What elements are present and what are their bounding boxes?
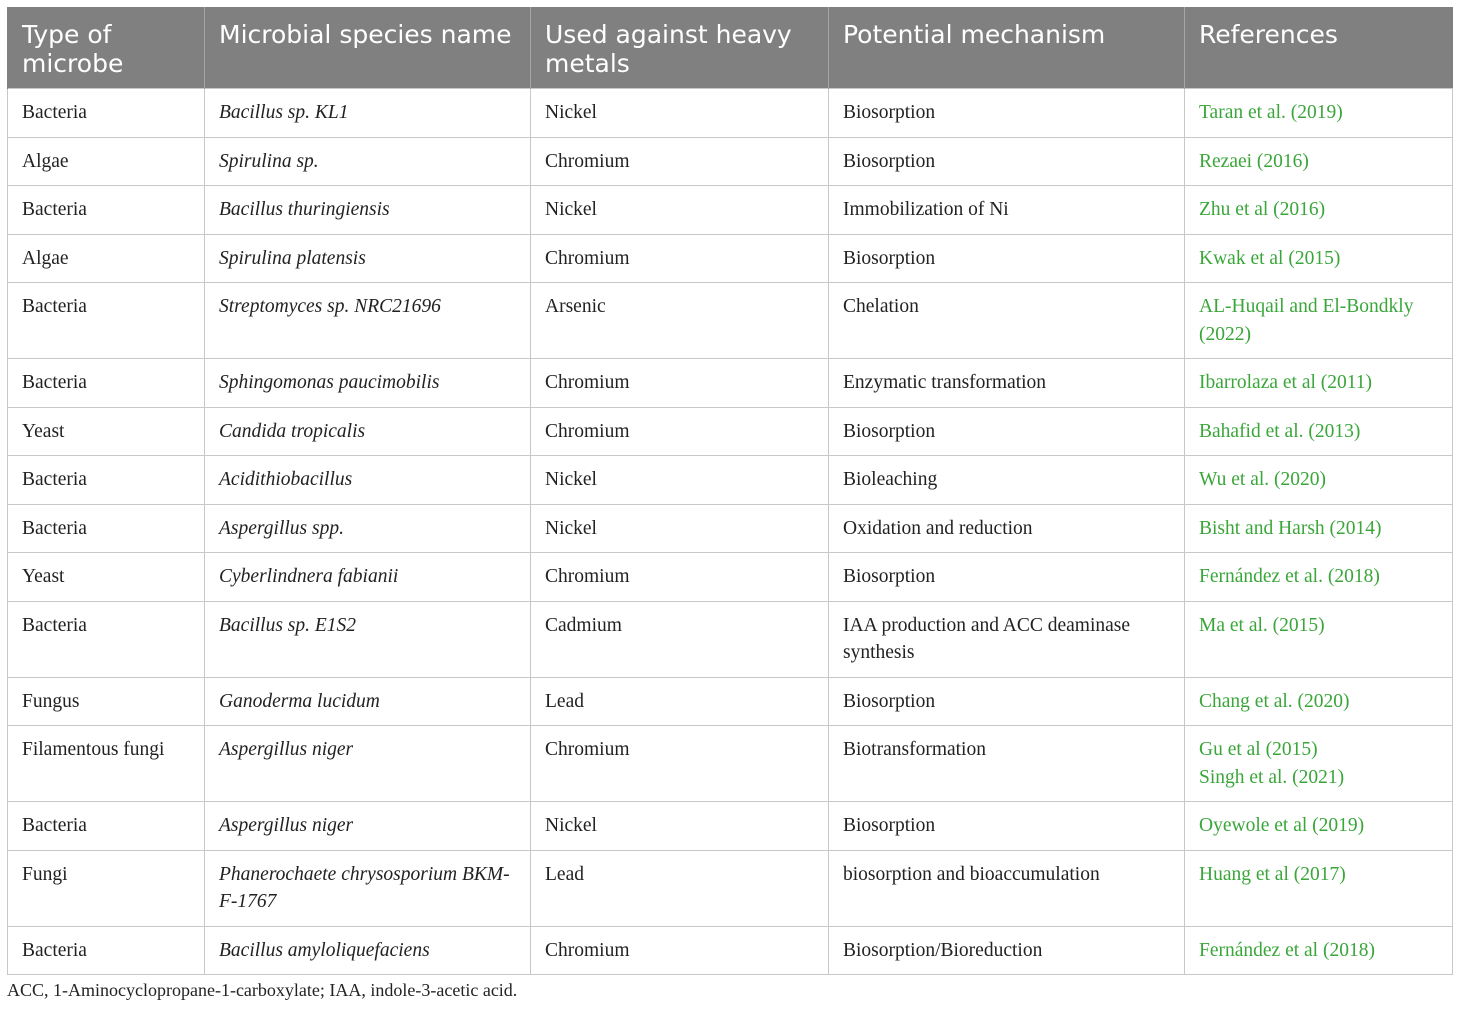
cell-references <box>1185 802 1453 851</box>
cell-type: Bacteria <box>8 456 205 505</box>
cell-references <box>1185 850 1453 926</box>
cell-species: Spirulina sp. <box>205 137 531 186</box>
header-metal: Used against heavy metals <box>531 7 829 89</box>
table-row <box>8 677 1453 726</box>
table-row <box>8 504 1453 553</box>
microbe-table-container <box>7 7 1452 975</box>
cell-species: Ganoderma lucidum <box>205 677 531 726</box>
table-row <box>8 850 1453 926</box>
cell-species: Bacillus thuringiensis <box>205 186 531 235</box>
reference-link[interactable]: Ma et al. (2015) <box>1199 614 1325 636</box>
reference-link[interactable]: Chang et al. (2020) <box>1199 690 1350 712</box>
cell-species: Streptomyces sp. NRC21696 <box>205 283 531 359</box>
cell-species: Bacillus sp. KL1 <box>205 89 531 138</box>
cell-species: Bacillus sp. E1S2 <box>205 601 531 677</box>
table-row <box>8 186 1453 235</box>
cell-type: Filamentous fungi <box>8 726 205 802</box>
reference-link[interactable]: Gu et al (2015) <box>1199 739 1318 760</box>
cell-mechanism: Biosorption <box>829 89 1185 138</box>
cell-metal: Cadmium <box>531 601 829 677</box>
table-row <box>8 137 1453 186</box>
table-row <box>8 283 1453 359</box>
cell-mechanism: IAA production and ACC deaminase synthesis <box>829 601 1185 677</box>
cell-type: Bacteria <box>8 186 205 235</box>
header-type: Type of microbe <box>8 7 205 89</box>
cell-references <box>1185 359 1453 408</box>
cell-type: Bacteria <box>8 89 205 138</box>
table-row <box>8 553 1453 602</box>
cell-metal: Chromium <box>531 926 829 975</box>
reference-link[interactable]: Kwak et al (2015) <box>1199 247 1341 269</box>
table-body <box>8 89 1453 975</box>
cell-metal: Lead <box>531 677 829 726</box>
cell-references <box>1185 283 1453 359</box>
cell-type: Bacteria <box>8 504 205 553</box>
reference-link[interactable]: Bisht and Harsh (2014) <box>1199 517 1382 539</box>
cell-metal: Chromium <box>531 137 829 186</box>
cell-type: Algae <box>8 234 205 283</box>
table-row <box>8 726 1453 802</box>
reference-link[interactable]: Fernández et al (2018) <box>1199 939 1375 961</box>
cell-species: Spirulina platensis <box>205 234 531 283</box>
cell-type: Bacteria <box>8 359 205 408</box>
cell-references <box>1185 186 1453 235</box>
table-row <box>8 407 1453 456</box>
cell-metal: Nickel <box>531 89 829 138</box>
reference-link[interactable]: Ibarrolaza et al (2011) <box>1199 372 1373 393</box>
cell-species: Aspergillus niger <box>205 726 531 802</box>
cell-references <box>1185 726 1453 802</box>
header-mechanism: Potential mechanism <box>829 7 1185 89</box>
cell-references <box>1185 456 1453 505</box>
cell-references <box>1185 407 1453 456</box>
cell-species: Acidithiobacillus <box>205 456 531 505</box>
table-row <box>8 234 1453 283</box>
cell-references <box>1185 504 1453 553</box>
cell-references <box>1185 137 1453 186</box>
cell-mechanism: Biosorption <box>829 553 1185 602</box>
reference-link[interactable]: Rezaei (2016) <box>1199 150 1309 172</box>
cell-mechanism: Biosorption <box>829 802 1185 851</box>
table-header-row <box>8 7 1453 89</box>
cell-type: Bacteria <box>8 601 205 677</box>
cell-metal: Chromium <box>531 407 829 456</box>
cell-mechanism: Oxidation and reduction <box>829 504 1185 553</box>
cell-metal: Chromium <box>531 359 829 408</box>
cell-type: Bacteria <box>8 926 205 975</box>
cell-type: Yeast <box>8 407 205 456</box>
cell-mechanism: Bioleaching <box>829 456 1185 505</box>
reference-link[interactable]: Huang et al (2017) <box>1199 863 1346 885</box>
cell-references <box>1185 601 1453 677</box>
cell-species: Aspergillus spp. <box>205 504 531 553</box>
cell-type: Bacteria <box>8 283 205 359</box>
cell-metal: Chromium <box>531 726 829 802</box>
cell-type: Fungus <box>8 677 205 726</box>
cell-mechanism: biosorption and bioaccumulation <box>829 850 1185 926</box>
reference-link[interactable]: Singh et al. (2021) <box>1199 766 1345 788</box>
cell-metal: Nickel <box>531 456 829 505</box>
reference-link[interactable]: Zhu et al (2016) <box>1199 199 1326 220</box>
header-species: Microbial species name <box>205 7 531 89</box>
cell-metal: Nickel <box>531 802 829 851</box>
cell-type: Bacteria <box>8 802 205 851</box>
cell-mechanism: Chelation <box>829 283 1185 359</box>
cell-mechanism: Biotransformation <box>829 726 1185 802</box>
reference-link[interactable]: Taran et al. (2019) <box>1199 102 1343 123</box>
table-row <box>8 456 1453 505</box>
reference-link[interactable]: Bahafid et al. (2013) <box>1199 420 1361 442</box>
table-footnote: ACC, 1-Aminocyclopropane-1-carboxylate; IAA, indole-3-acetic acid. <box>7 980 518 1000</box>
cell-type: Yeast <box>8 553 205 602</box>
cell-references <box>1185 234 1453 283</box>
table-row <box>8 89 1453 138</box>
cell-species: Aspergillus niger <box>205 802 531 851</box>
cell-mechanism: Biosorption <box>829 234 1185 283</box>
cell-species: Bacillus amyloliquefaciens <box>205 926 531 975</box>
cell-metal: Nickel <box>531 186 829 235</box>
cell-references <box>1185 926 1453 975</box>
table-row <box>8 802 1453 851</box>
cell-metal: Arsenic <box>531 283 829 359</box>
cell-species: Phanerochaete chrysosporium BKM-F-1767 <box>205 850 531 926</box>
microbe-heavy-metal-table <box>7 7 1453 975</box>
cell-metal: Chromium <box>531 553 829 602</box>
cell-mechanism: Enzymatic transformation <box>829 359 1185 408</box>
cell-mechanism: Biosorption/Bioreduction <box>829 926 1185 975</box>
table-row <box>8 926 1453 975</box>
reference-link[interactable]: Fernández et al. (2018) <box>1199 566 1380 587</box>
cell-references <box>1185 677 1453 726</box>
cell-mechanism: Immobilization of Ni <box>829 186 1185 235</box>
cell-mechanism: Biosorption <box>829 137 1185 186</box>
header-references: References <box>1185 7 1453 89</box>
cell-type: Fungi <box>8 850 205 926</box>
cell-species: Candida tropicalis <box>205 407 531 456</box>
cell-species: Cyberlindnera fabianii <box>205 553 531 602</box>
cell-references <box>1185 553 1453 602</box>
cell-metal: Chromium <box>531 234 829 283</box>
reference-link[interactable]: AL-Huqail and El-Bondkly (2022) <box>1199 296 1414 345</box>
cell-species: Sphingomonas paucimobilis <box>205 359 531 408</box>
cell-references <box>1185 89 1453 138</box>
cell-type: Algae <box>8 137 205 186</box>
reference-link[interactable]: Oyewole et al (2019) <box>1199 815 1365 836</box>
cell-mechanism: Biosorption <box>829 407 1185 456</box>
table-row <box>8 601 1453 677</box>
cell-mechanism: Biosorption <box>829 677 1185 726</box>
reference-link[interactable]: Wu et al. (2020) <box>1199 469 1327 490</box>
cell-metal: Lead <box>531 850 829 926</box>
table-row <box>8 359 1453 408</box>
cell-metal: Nickel <box>531 504 829 553</box>
